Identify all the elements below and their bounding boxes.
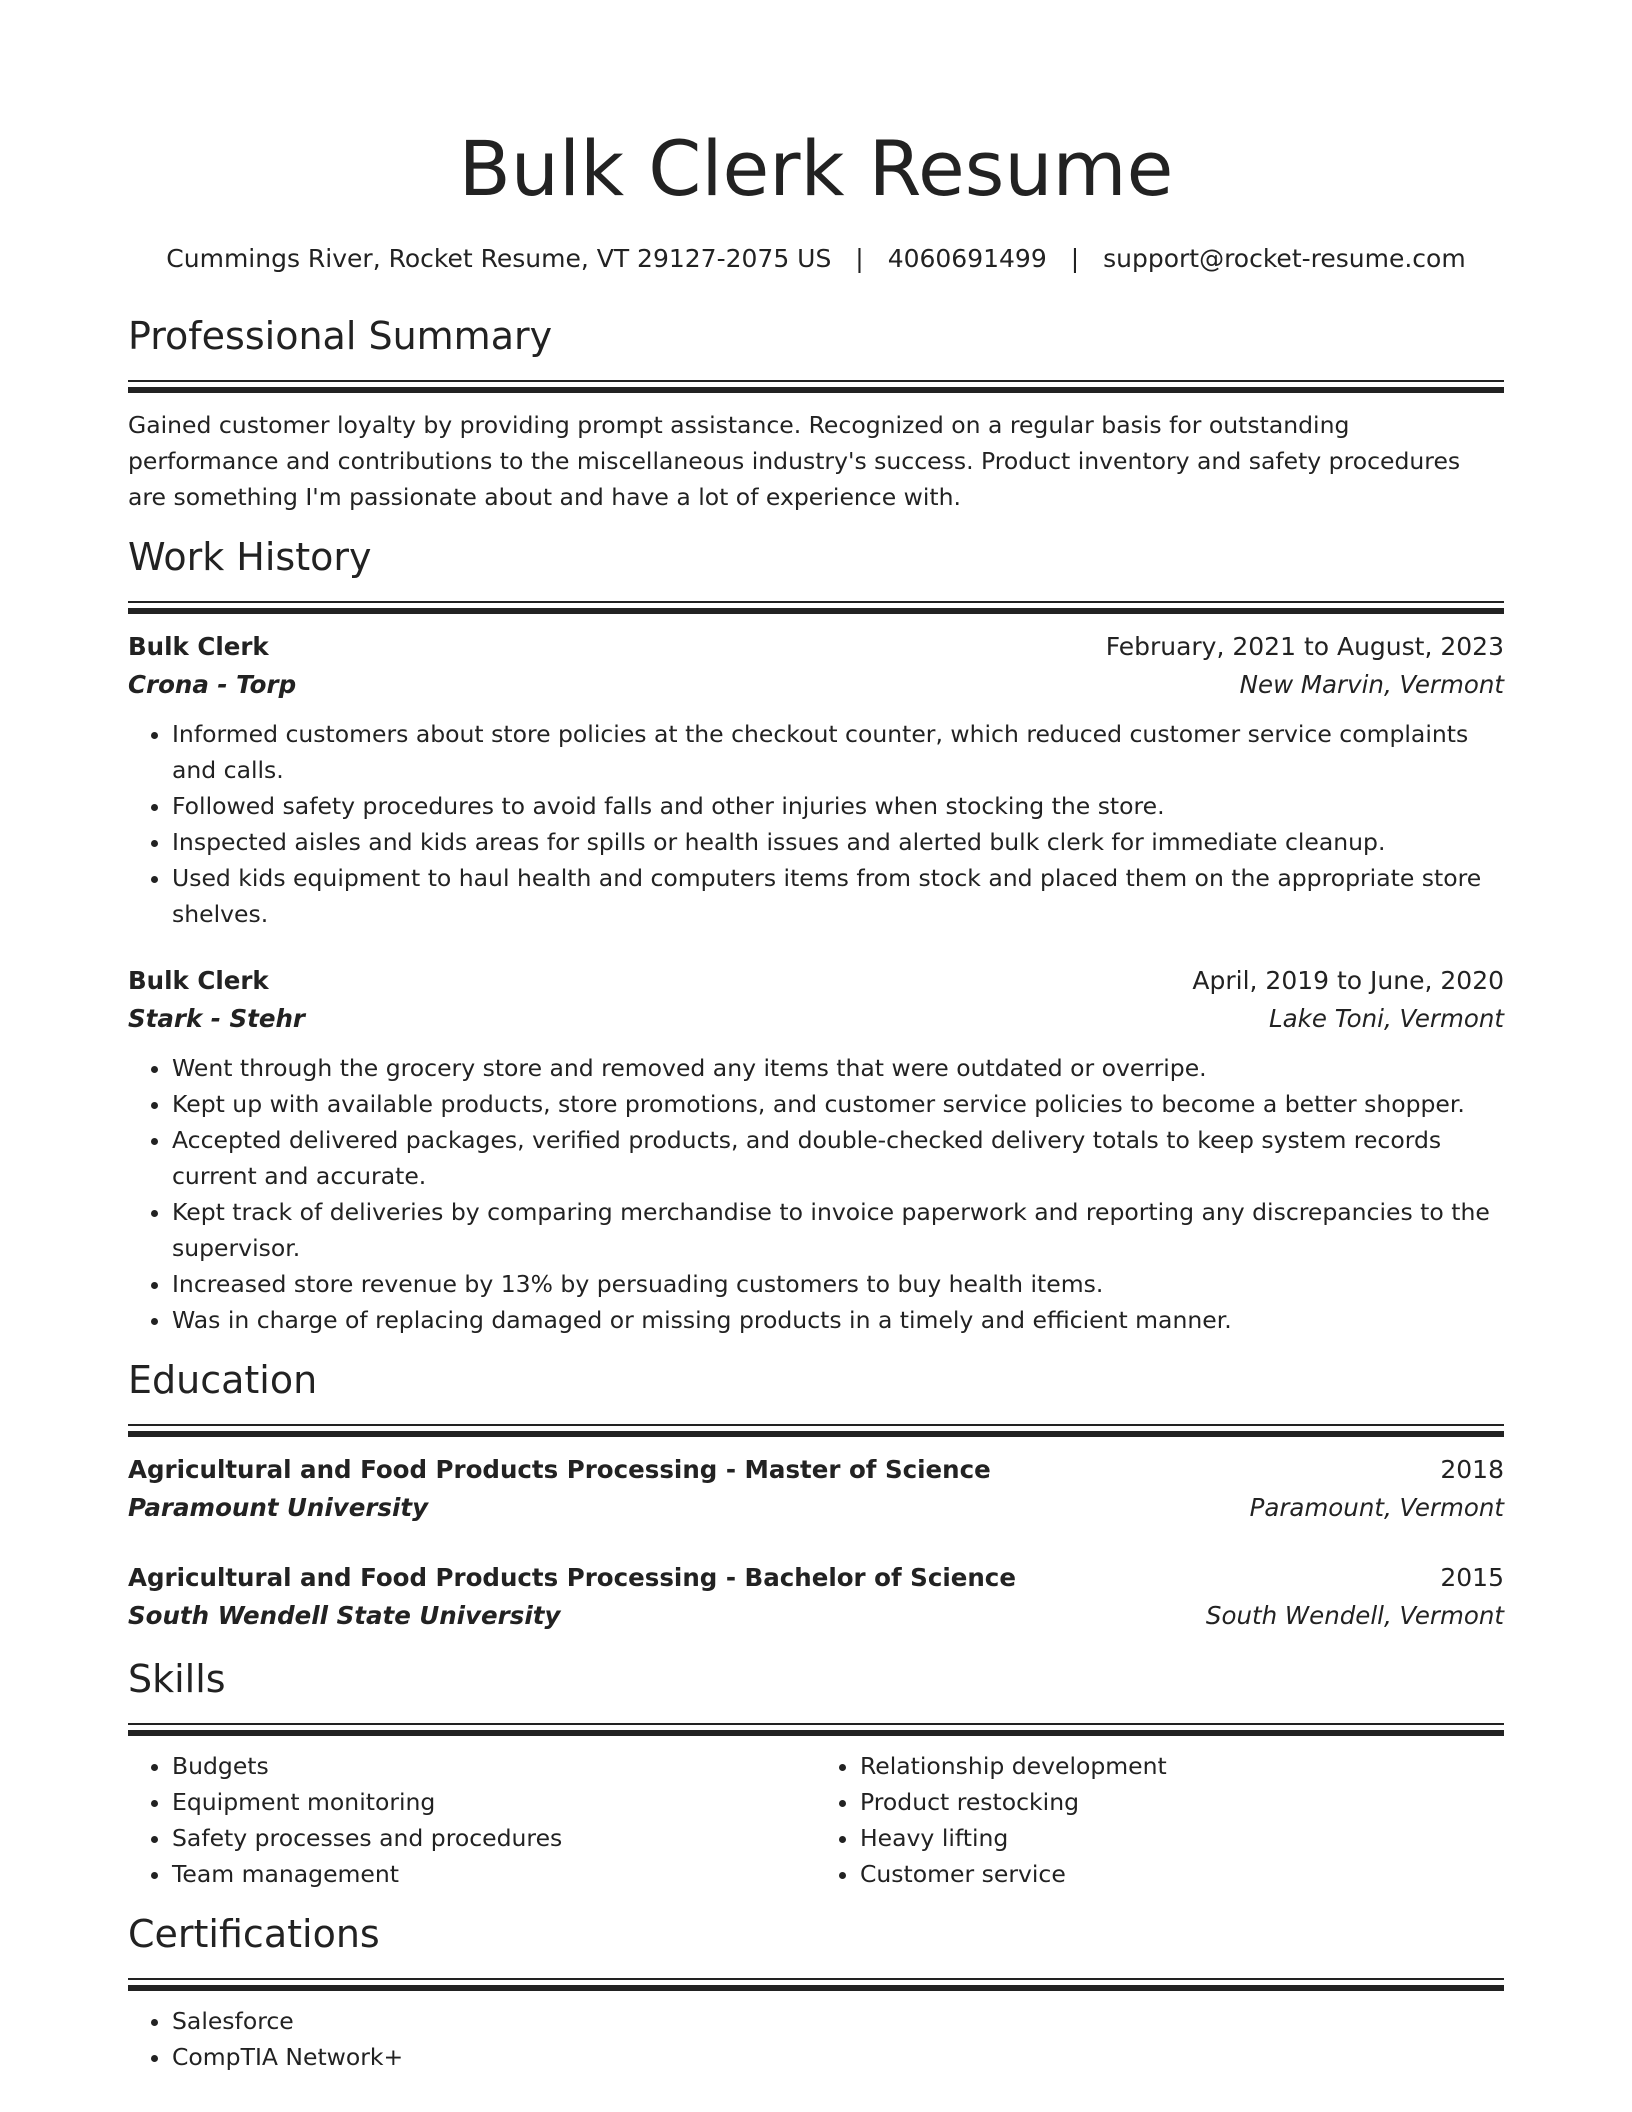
job-header	[128, 962, 1504, 1000]
list-item: • Heavy lifting	[860, 1820, 1504, 1856]
section-title-certifications: Certifications	[128, 1912, 380, 1956]
list-item: • Used kids equipment to haul health and computers items from stock and placed them on the appropriate store shelves.	[172, 860, 1504, 932]
summary-text: Gained customer loyalty by providing prompt assistance. Recognized on a regular basis for outstanding performance and contributions to the miscellaneous industry's success. Product inventory and safety procedures are something I'm passionate about and have a lot of experience with.	[128, 411, 1461, 511]
list-item: • Increased store revenue by 13% by persuading customers to buy health items.	[172, 1266, 1504, 1302]
job-subheader	[128, 666, 1504, 704]
list-item: • Team management	[172, 1856, 816, 1892]
education-degree: Agricultural and Food Products Processing - Master of Science	[128, 1455, 991, 1484]
job-title: Bulk Clerk	[128, 632, 269, 661]
education-location: Paramount, Vermont	[1249, 1493, 1504, 1522]
job-bullets	[128, 1050, 1504, 1338]
education-school: Paramount University	[128, 1493, 429, 1522]
job-entry	[128, 628, 1504, 932]
job-subheader	[128, 1000, 1504, 1038]
certifications-section	[128, 1910, 1504, 2075]
job-company: Stark - Stehr	[128, 1004, 305, 1033]
education-section	[128, 1356, 1504, 1635]
resume-title: Bulk Clerk Resume	[458, 124, 1174, 213]
list-item: • Equipment monitoring	[172, 1784, 816, 1820]
job-dates: April, 2019 to June, 2020	[1192, 966, 1504, 995]
section-divider	[128, 601, 1504, 614]
section-title-education: Education	[128, 1358, 318, 1402]
education-entry	[128, 1559, 1504, 1635]
education-location: South Wendell, Vermont	[1205, 1601, 1504, 1630]
list-item: • Budgets	[172, 1748, 816, 1784]
job-company: Crona - Torp	[128, 670, 297, 699]
skills-section	[128, 1655, 1504, 1892]
education-year: 2018	[1440, 1455, 1504, 1484]
contact-email: support@rocket-resume.com	[1103, 244, 1466, 273]
education-subheader	[128, 1597, 1504, 1635]
contact-line	[128, 242, 1504, 276]
job-header	[128, 628, 1504, 666]
education-header	[128, 1451, 1504, 1489]
list-item: • Customer service	[860, 1856, 1504, 1892]
skills-list-left	[128, 1748, 816, 1892]
list-item: • Went through the grocery store and removed any items that were outdated or overripe.	[172, 1050, 1504, 1086]
list-item: • CompTIA Network+	[172, 2039, 1504, 2075]
job-title: Bulk Clerk	[128, 966, 269, 995]
resume-page	[128, 118, 1504, 2075]
job-dates: February, 2021 to August, 2023	[1105, 632, 1504, 661]
summary-section	[128, 312, 1504, 515]
education-year: 2015	[1440, 1563, 1504, 1592]
list-item: • Inspected aisles and kids areas for spills or health issues and alerted bulk clerk for immediate cleanup.	[172, 824, 1504, 860]
skills-columns	[128, 1736, 1504, 1892]
section-title-work: Work History	[128, 535, 372, 579]
section-title-summary: Professional Summary	[128, 314, 553, 358]
contact-phone: 4060691499	[887, 244, 1047, 273]
list-item: • Product restocking	[860, 1784, 1504, 1820]
contact-address: Cummings River, Rocket Resume, VT 29127-2075 US	[166, 244, 832, 273]
list-item: • Accepted delivered packages, verified products, and double-checked delivery totals to keep system records current and accurate.	[172, 1122, 1504, 1194]
section-divider	[128, 380, 1504, 393]
education-subheader	[128, 1489, 1504, 1527]
section-divider	[128, 1723, 1504, 1736]
education-header	[128, 1559, 1504, 1597]
job-location: New Marvin, Vermont	[1239, 670, 1504, 699]
job-bullets	[128, 716, 1504, 932]
education-entry	[128, 1451, 1504, 1527]
work-section	[128, 533, 1504, 1338]
section-title-skills: Skills	[128, 1657, 226, 1701]
list-item: • Was in charge of replacing damaged or missing products in a timely and efficient manner.	[172, 1302, 1504, 1338]
list-item: • Relationship development	[860, 1748, 1504, 1784]
education-school: South Wendell State University	[128, 1601, 561, 1630]
contact-separator: |	[1070, 244, 1080, 273]
certifications-list	[128, 2003, 1504, 2075]
list-item: • Safety processes and procedures	[172, 1820, 816, 1856]
job-location: Lake Toni, Vermont	[1268, 1004, 1504, 1033]
contact-separator: |	[855, 244, 864, 273]
list-item: • Informed customers about store policies at the checkout counter, which reduced customer service complaints and calls.	[172, 716, 1504, 788]
job-entry	[128, 962, 1504, 1338]
skills-list-right	[816, 1748, 1504, 1892]
section-divider	[128, 1424, 1504, 1437]
list-item: • Kept track of deliveries by comparing merchandise to invoice paperwork and reporting any discrepancies to the supervisor.	[172, 1194, 1504, 1266]
education-degree: Agricultural and Food Products Processing - Bachelor of Science	[128, 1563, 1016, 1592]
section-divider	[128, 1978, 1504, 1991]
list-item: • Followed safety procedures to avoid falls and other injuries when stocking the store.	[172, 788, 1504, 824]
list-item: • Kept up with available products, store promotions, and customer service policies to become a better shopper.	[172, 1086, 1504, 1122]
list-item: • Salesforce	[172, 2003, 1504, 2039]
